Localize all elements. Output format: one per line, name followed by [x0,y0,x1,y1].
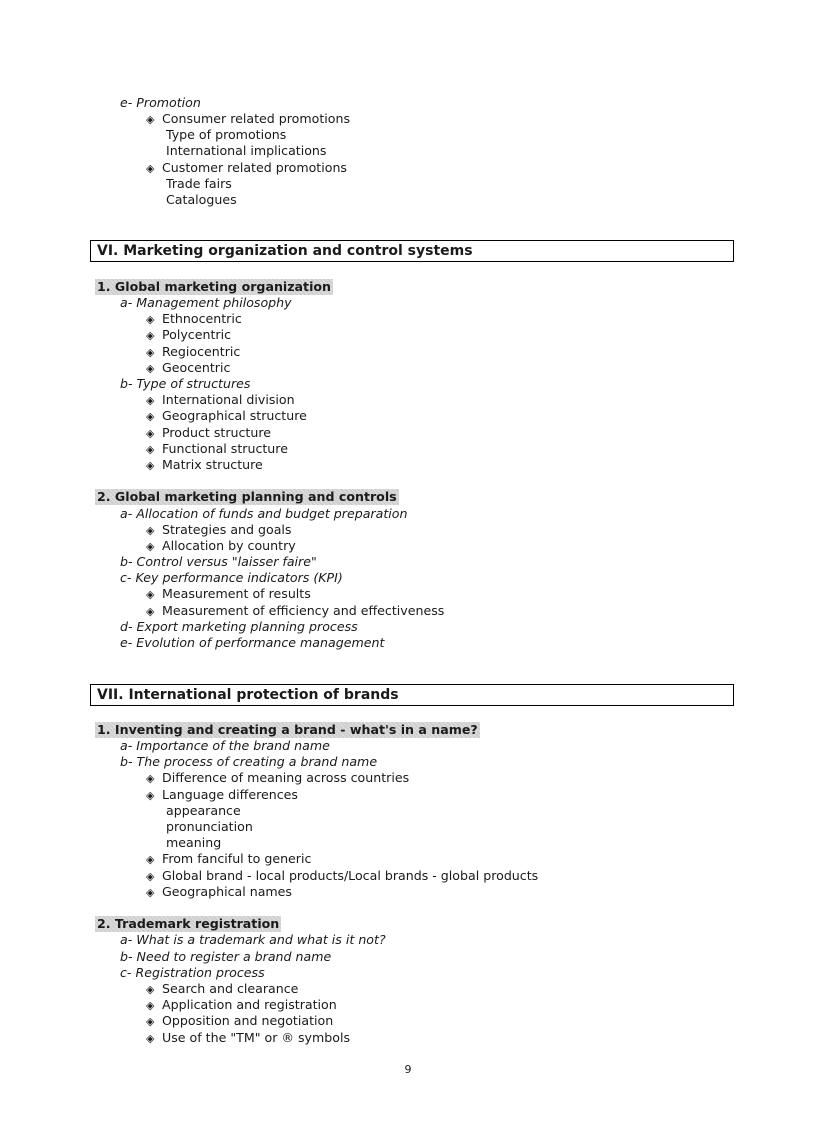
list-item: ◈ From fanciful to generic [146,851,312,866]
subsection-6-2-title: 2. Global marketing planning and controls [97,489,397,504]
diamond-bullet-icon: ◈ [146,524,155,537]
list-item: Catalogues [166,192,237,207]
list-item: ◈ Opposition and negotiation [146,1013,334,1028]
list-item: ◈ Application and registration [146,997,337,1012]
list-item: ◈ Measurement of results [146,586,311,601]
item-heading: e- Evolution of performance management [120,635,385,650]
diamond-bullet-icon: ◈ [146,459,155,472]
item-heading: a- Importance of the brand name [120,738,330,753]
list-item: Trade fairs [166,176,232,191]
list-item: ◈ Product structure [146,425,271,440]
list-item: ◈ Search and clearance [146,981,299,996]
list-item: ◈ Use of the "TM" or ® symbols [146,1030,351,1045]
subsection-7-2-title: 2. Trademark registration [97,916,280,931]
list-item: ◈ Geographical names [146,884,292,899]
diamond-bullet-icon: ◈ [146,853,155,866]
diamond-bullet-icon: ◈ [146,983,155,996]
list-item: ◈ Geocentric [146,360,231,375]
diamond-bullet-icon: ◈ [146,162,155,175]
diamond-bullet-icon: ◈ [146,346,155,359]
list-item: ◈ Ethnocentric [146,311,242,326]
item-heading: a- Management philosophy [120,295,292,310]
diamond-bullet-icon: ◈ [146,870,155,883]
item-heading: a- Allocation of funds and budget preparation [120,506,408,521]
list-item: ◈ Regiocentric [146,344,241,359]
list-item: ◈ Customer related promotions [146,160,347,175]
diamond-bullet-icon: ◈ [146,1015,155,1028]
diamond-bullet-icon: ◈ [146,443,155,456]
item-heading: c- Key performance indicators (KPI) [120,570,343,585]
list-item: appearance [166,803,241,818]
list-item: ◈ Functional structure [146,441,288,456]
diamond-bullet-icon: ◈ [146,329,155,342]
list-item: ◈ Measurement of efficiency and effectiveness [146,603,445,618]
diamond-bullet-icon: ◈ [146,789,155,802]
section-6-title: VI. Marketing organization and control systems [90,240,734,262]
diamond-bullet-icon: ◈ [146,999,155,1012]
promotion-heading: e- Promotion [120,95,201,110]
diamond-bullet-icon: ◈ [146,588,155,601]
subsection-6-1-title: 1. Global marketing organization [97,279,332,294]
diamond-bullet-icon: ◈ [146,427,155,440]
diamond-bullet-icon: ◈ [146,540,155,553]
item-heading: b- Control versus "laisser faire" [120,554,317,569]
item-heading: a- What is a trademark and what is it not? [120,932,386,947]
page-number: 9 [404,1063,412,1076]
list-item: ◈ Consumer related promotions [146,111,351,126]
list-item: Type of promotions [166,127,287,142]
list-item: ◈ Geographical structure [146,408,307,423]
list-item: ◈ International division [146,392,295,407]
list-item: ◈ Difference of meaning across countries [146,770,410,785]
item-heading: b- The process of creating a brand name [120,754,378,769]
list-item: ◈ Matrix structure [146,457,263,472]
diamond-bullet-icon: ◈ [146,1032,155,1045]
diamond-bullet-icon: ◈ [146,772,155,785]
diamond-bullet-icon: ◈ [146,113,155,126]
item-heading: c- Registration process [120,965,265,980]
diamond-bullet-icon: ◈ [146,886,155,899]
list-item: meaning [166,835,222,850]
section-7-title: VII. International protection of brands [90,684,734,706]
item-heading: b- Type of structures [120,376,251,391]
diamond-bullet-icon: ◈ [146,605,155,618]
subsection-7-1-title: 1. Inventing and creating a brand - what's in a name? [97,722,478,737]
diamond-bullet-icon: ◈ [146,410,155,423]
list-item: International implications [166,143,327,158]
list-item: ◈ Allocation by country [146,538,296,553]
list-item: ◈ Strategies and goals [146,522,292,537]
item-heading: b- Need to register a brand name [120,949,332,964]
diamond-bullet-icon: ◈ [146,362,155,375]
diamond-bullet-icon: ◈ [146,313,155,326]
list-item: ◈ Polycentric [146,327,231,342]
list-item: ◈ Language differences [146,787,298,802]
list-item: pronunciation [166,819,253,834]
diamond-bullet-icon: ◈ [146,394,155,407]
list-item: ◈ Global brand - local products/Local brands - global products [146,868,539,883]
item-heading: d- Export marketing planning process [120,619,358,634]
